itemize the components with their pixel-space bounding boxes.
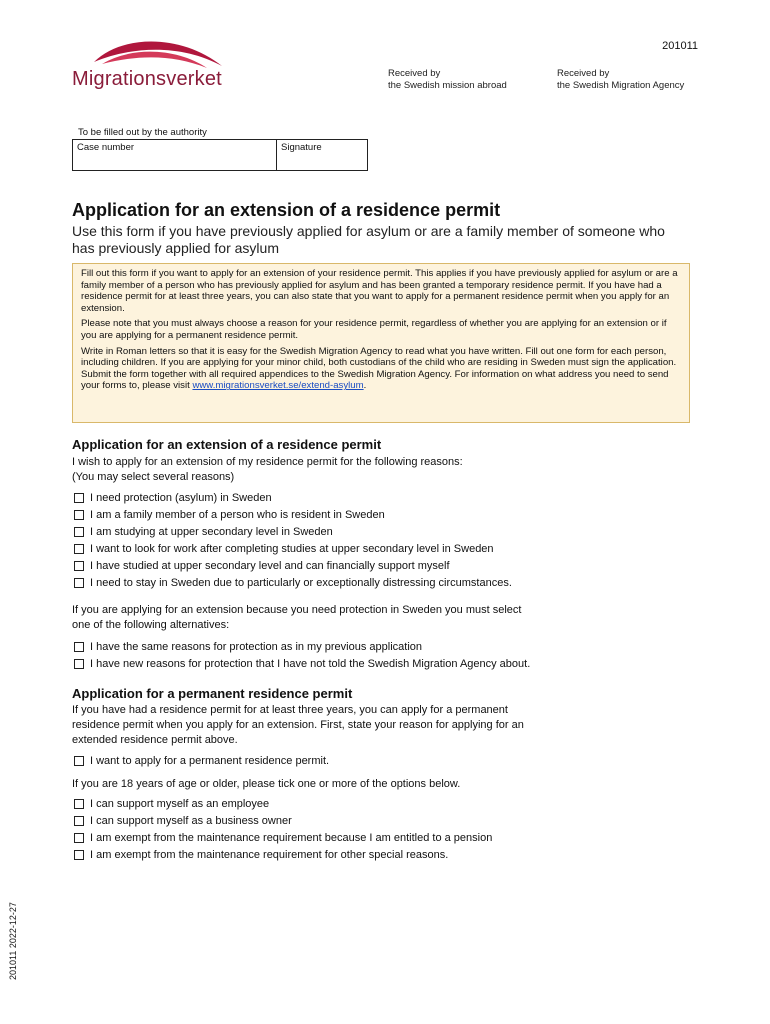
permanent-option-list xyxy=(74,752,714,769)
checkbox[interactable] xyxy=(74,816,84,826)
protection-new-reasons[interactable] xyxy=(74,655,714,672)
form-number: 201011 xyxy=(662,40,698,52)
permanent-intro-line3: extended residence permit above. xyxy=(72,734,238,746)
support-options-list xyxy=(74,795,714,863)
checkbox[interactable] xyxy=(74,527,84,537)
permanent-intro xyxy=(72,703,692,748)
age-intro: If you are 18 years of age or older, please tick one or more of the options below. xyxy=(72,778,461,790)
case-number-label: Case number xyxy=(77,142,135,153)
apply-permanent-option[interactable] xyxy=(74,752,714,769)
page-title: Application for an extension of a residence permit xyxy=(72,200,501,220)
option-label: I am a family member of a person who is resident in Sweden xyxy=(90,508,385,521)
reason-studied-support[interactable] xyxy=(74,557,714,574)
protection-intro-line2: one of the following alternatives: xyxy=(72,619,230,631)
protection-options-list xyxy=(74,638,714,672)
authority-box xyxy=(72,139,368,171)
checkbox[interactable] xyxy=(74,510,84,520)
checkbox[interactable] xyxy=(74,544,84,554)
option-label: I can support myself as a business owner xyxy=(90,814,292,827)
protection-intro-line1: If you are applying for an extension because you need protection in Sweden you must select xyxy=(72,604,522,616)
signature-label: Signature xyxy=(281,142,322,153)
checkbox[interactable] xyxy=(74,493,84,503)
extend-asylum-link[interactable]: www.migrationsverket.se/extend-asylum xyxy=(192,380,364,392)
option-label: I have the same reasons for protection as in my previous application xyxy=(90,640,423,653)
received-agency-line1: Received by xyxy=(557,68,610,79)
support-business-owner[interactable] xyxy=(74,812,714,829)
protection-same-reasons[interactable] xyxy=(74,638,714,655)
option-label: I am studying at upper secondary level in Sweden xyxy=(90,525,333,538)
reason-studying[interactable] xyxy=(74,523,714,540)
section-permanent-heading: Application for a permanent residence permit xyxy=(72,686,353,701)
info-box xyxy=(72,263,690,423)
checkbox[interactable] xyxy=(74,850,84,860)
received-by-agency xyxy=(557,68,684,92)
checkbox[interactable] xyxy=(74,642,84,652)
checkbox[interactable] xyxy=(74,756,84,766)
reason-family-member[interactable] xyxy=(74,506,714,523)
info-paragraph-1: Fill out this form if you want to apply for an extension of your residence permit. This applies if you have previously applied for asylum or are a family member of a person who has previously applied for asylum and has been granted a temporary residence permit. If you have had a residence permit for at least three years, you can also state that you want to apply for a permanent residence permit when you apply for an extension. xyxy=(81,268,678,314)
received-by-mission xyxy=(388,68,507,92)
info-paragraph-2: Please note that you must always choose a reason for your residence permit, regardless of whether you are applying for an extension or if you are applying for a permanent residence permit. xyxy=(81,318,667,341)
logo-text: Migrationsverket xyxy=(72,68,222,90)
option-label: I am exempt from the maintenance requirement because I am entitled to a pension xyxy=(90,831,493,844)
side-form-code: 201011 2022-12-27 xyxy=(8,902,18,980)
exempt-special-reasons[interactable] xyxy=(74,846,714,863)
exempt-pension[interactable] xyxy=(74,829,714,846)
checkbox[interactable] xyxy=(74,561,84,571)
permanent-intro-line1: If you have had a residence permit for at least three years, you can apply for a permanent xyxy=(72,704,508,716)
option-label: I want to look for work after completing studies at upper secondary level in Sweden xyxy=(90,542,494,555)
permanent-intro-line2: residence permit when you apply for an extension. First, state your reason for applying for an xyxy=(72,719,524,731)
option-label: I want to apply for a permanent residence permit. xyxy=(90,754,330,767)
checkbox[interactable] xyxy=(74,659,84,669)
received-agency-line2: the Swedish Migration Agency xyxy=(557,80,685,91)
info-paragraph-3 xyxy=(81,346,681,392)
extension-reasons-list xyxy=(74,489,714,591)
checkbox[interactable] xyxy=(74,833,84,843)
extension-intro-line2: (You may select several reasons) xyxy=(72,471,235,483)
protection-intro xyxy=(72,603,692,633)
option-label: I need to stay in Sweden due to particularly or exceptionally distressing circumstances. xyxy=(90,576,512,589)
checkbox[interactable] xyxy=(74,578,84,588)
support-employee[interactable] xyxy=(74,795,714,812)
option-label: I can support myself as an employee xyxy=(90,797,270,810)
section-extension-intro xyxy=(72,455,692,485)
signature-field[interactable] xyxy=(277,140,367,170)
option-label: I need protection (asylum) in Sweden xyxy=(90,491,272,504)
authority-label: To be filled out by the authority xyxy=(78,127,207,138)
extension-intro-line1: I wish to apply for an extension of my residence permit for the following reasons: xyxy=(72,456,463,468)
reason-distressing-circumstances[interactable] xyxy=(74,574,714,591)
option-label: I have studied at upper secondary level and can financially support myself xyxy=(90,559,450,572)
option-label: I am exempt from the maintenance requirement for other special reasons. xyxy=(90,848,449,861)
checkbox[interactable] xyxy=(74,799,84,809)
case-number-field[interactable] xyxy=(73,140,277,170)
section-extension-heading: Application for an extension of a residence permit xyxy=(72,437,382,452)
reason-protection[interactable] xyxy=(74,489,714,506)
option-label: I have new reasons for protection that I have not told the Swedish Migration Agency about. xyxy=(90,657,531,670)
info-link-end: . xyxy=(363,380,367,392)
info-paragraph-3-text: Write in Roman letters so that it is easy for the Swedish Migration Agency to read what you have written. Fill out one form for each person, including children. If you are applying for your minor child, both custodians of the child who are residing in Sweden must sign the application. Submit the form together with all required appendices to the Swedish Migration Agency. For information on what address you need to send your forms to, please visit xyxy=(81,345,677,392)
received-mission-line1: Received by xyxy=(388,68,441,79)
page-subtitle: Use this form if you have previously applied for asylum or are a family member of someone who has previously applied for asylum xyxy=(72,223,665,256)
received-mission-line2: the Swedish mission abroad xyxy=(388,80,507,91)
reason-look-for-work[interactable] xyxy=(74,540,714,557)
